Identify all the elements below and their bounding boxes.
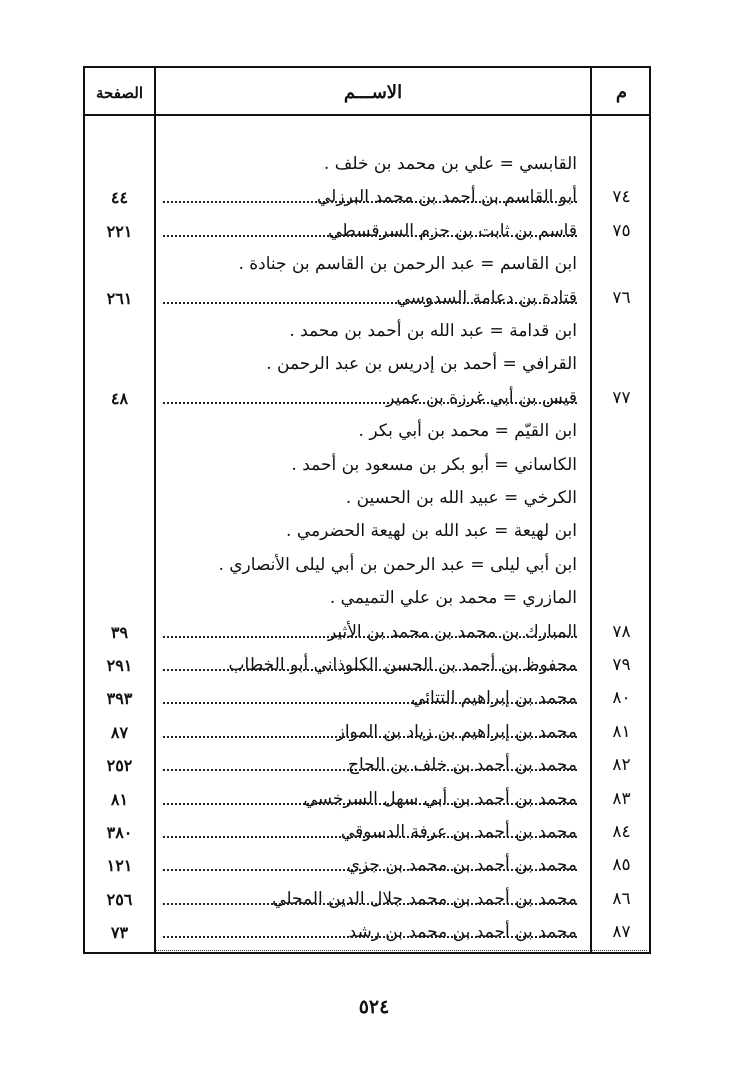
entry-name-text: محمد بن إبراهيم التتائي [407, 688, 577, 708]
entry-name [163, 282, 577, 315]
table-row [85, 716, 649, 749]
entry-number: ٧٩ [612, 655, 631, 675]
entry-name [163, 749, 577, 782]
dotted-leader [163, 302, 577, 304]
entry-page: ٣٨٠ [106, 823, 133, 842]
dotted-leader [163, 669, 577, 671]
entry-number: ٧٤ [612, 187, 631, 208]
table-row [85, 649, 649, 682]
entry-name-text: ابن أبي ليلى = عبد الرحمن بن أبي ليلى الأنصاري . [214, 555, 577, 575]
table-row [85, 482, 649, 515]
dotted-leader [163, 836, 577, 838]
entry-name [163, 849, 577, 882]
entry-name [163, 415, 577, 448]
entry-name [163, 382, 577, 415]
entry-page: ١٢١ [106, 856, 133, 876]
dotted-leader [163, 936, 577, 938]
entry-name-text: قيس بن أبي غرزة بن عمير [382, 388, 577, 408]
header-page: الصفحة [95, 84, 144, 102]
entry-name [163, 348, 577, 381]
table-row [85, 883, 649, 916]
entry-number: ٨١ [612, 721, 631, 742]
table-row [85, 148, 649, 181]
table-row [85, 549, 649, 582]
dotted-leader [163, 869, 577, 871]
entry-number: ٧٦ [612, 287, 631, 308]
entry-page: ٤٤ [110, 188, 129, 208]
entry-name-text: محمد بن أحمد بن عرفة الدسوقي [337, 822, 577, 842]
table-row [85, 449, 649, 482]
entry-page: ٣٩٣ [106, 689, 133, 709]
dotted-leader [163, 636, 577, 638]
entry-name-text: المازري = محمد بن علي التميمي . [326, 588, 577, 608]
dotted-leader [163, 903, 577, 905]
entry-name [163, 549, 577, 582]
table-row [85, 682, 649, 715]
entry-number: ٨٥ [612, 855, 631, 876]
entry-name-text: محمد بن أحمد بن محمد جلال الدين المحلي [268, 889, 577, 909]
dotted-leader [163, 736, 577, 738]
entry-name [163, 482, 577, 515]
entry-name [163, 582, 577, 615]
table-row [85, 749, 649, 782]
entry-number: ٨٠ [612, 688, 631, 709]
table-row [85, 783, 649, 816]
entry-name-text: محمد بن أحمد بن محمد بن رشد [345, 922, 577, 942]
entry-name [163, 783, 577, 816]
entry-name-text: محمد بن أحمد بن أبي سهل السرخسي [300, 789, 577, 809]
entry-page: ٢٦١ [106, 288, 133, 308]
entry-number: ٧٧ [612, 387, 631, 408]
entry-name-text: المبارك بن محمد بن محمد بن الأثير [324, 622, 577, 642]
entry-name-text: الكاساني = أبو بكر بن مسعود بن أحمد . [287, 455, 577, 475]
entry-name-text: محمد بن إبراهيم بن زياد بن المواز [333, 722, 577, 742]
entry-name [163, 315, 577, 348]
header-divider [85, 114, 649, 116]
entry-name [163, 515, 577, 548]
table-row [85, 282, 649, 315]
entry-name-text: محمد بن أحمد بن خلف بن الحاج [344, 755, 577, 775]
entry-number: ٧٥ [612, 220, 631, 241]
header-number: م [615, 82, 628, 103]
entry-name [163, 148, 577, 181]
table-row [85, 582, 649, 615]
entry-name-text: الكرخي = عبيد الله بن الحسين . [342, 488, 577, 508]
table-row [85, 181, 649, 214]
page-number: ٥٢٤ [358, 996, 390, 1018]
entry-name [163, 616, 577, 649]
entry-name [163, 248, 577, 281]
entry-name-text: القرافي = أحمد بن إدريس بن عبد الرحمن . [262, 354, 577, 374]
entry-number: ٨٣ [612, 788, 631, 809]
entry-page: ٣٩ [110, 622, 129, 642]
entry-name [163, 682, 577, 715]
entry-page: ٢٥٦ [106, 889, 133, 909]
table-row [85, 616, 649, 649]
entry-page: ٢٥٢ [106, 756, 133, 776]
entry-page: ٧٣ [110, 923, 129, 943]
index-table [83, 66, 651, 954]
dotted-leader [163, 201, 577, 203]
table-row [85, 348, 649, 381]
entry-name [163, 716, 577, 749]
entry-name [163, 916, 577, 949]
table-row [85, 515, 649, 548]
entry-name [163, 883, 577, 916]
dotted-leader [163, 803, 577, 805]
entry-name-text: محفوظ بن أحمد بن الحسن الكلوذاني أبو الخطاب [225, 655, 577, 675]
table-row [85, 215, 649, 248]
entry-name [163, 181, 577, 214]
dotted-leader [163, 702, 577, 704]
entry-number: ٧٨ [612, 621, 631, 642]
table-row [85, 315, 649, 348]
entry-number: ٨٧ [612, 922, 631, 943]
entry-page: ٤٨ [110, 388, 129, 408]
entry-page: ٢٢١ [106, 221, 133, 241]
entry-name-text: ابن قدامة = عبد الله بن أحمد بن محمد . [285, 321, 577, 341]
entry-name-text: قتادة بن دعامة السدوسي [392, 288, 577, 308]
entry-page: ٨٧ [110, 722, 129, 742]
dotted-leader [163, 235, 577, 237]
entry-page: ٨١ [110, 789, 129, 809]
entry-name-text: قاسم بن ثابت بن حزم السرقسطي [324, 221, 577, 241]
entry-name-text: ابن القيّم = محمد بن أبي بكر . [355, 421, 577, 441]
entry-name-text: القابسي = علي بن محمد بن خلف . [320, 154, 577, 174]
entry-name [163, 215, 577, 248]
table-row [85, 816, 649, 849]
entry-number: ٨٦ [612, 888, 631, 909]
dotted-leader [163, 402, 577, 404]
dotted-leader [163, 769, 577, 771]
entry-name [163, 816, 577, 849]
entry-number: ٨٤ [612, 822, 631, 842]
entry-name-text: ابن القاسم = عبد الرحمن بن القاسم بن جنادة . [234, 254, 577, 274]
table-row [85, 382, 649, 415]
table-bottom-dotted-rule [156, 950, 647, 951]
entry-name [163, 649, 577, 682]
entry-name-text: أبو القاسم بن أحمد بن محمد البرزلي [313, 187, 577, 207]
entry-name-text: ابن لهيعة = عبد الله بن لهيعة الحضرمي . [282, 521, 577, 541]
header-name: الاســـم [343, 82, 403, 103]
table-row [85, 415, 649, 448]
table-row [85, 849, 649, 882]
table-row [85, 916, 649, 949]
table-row [85, 248, 649, 281]
entry-name [163, 449, 577, 482]
entry-name-text: محمد بن أحمد بن محمد بن جزي [343, 855, 577, 875]
entry-page: ٢٩١ [106, 656, 133, 675]
entry-number: ٨٢ [612, 755, 631, 776]
